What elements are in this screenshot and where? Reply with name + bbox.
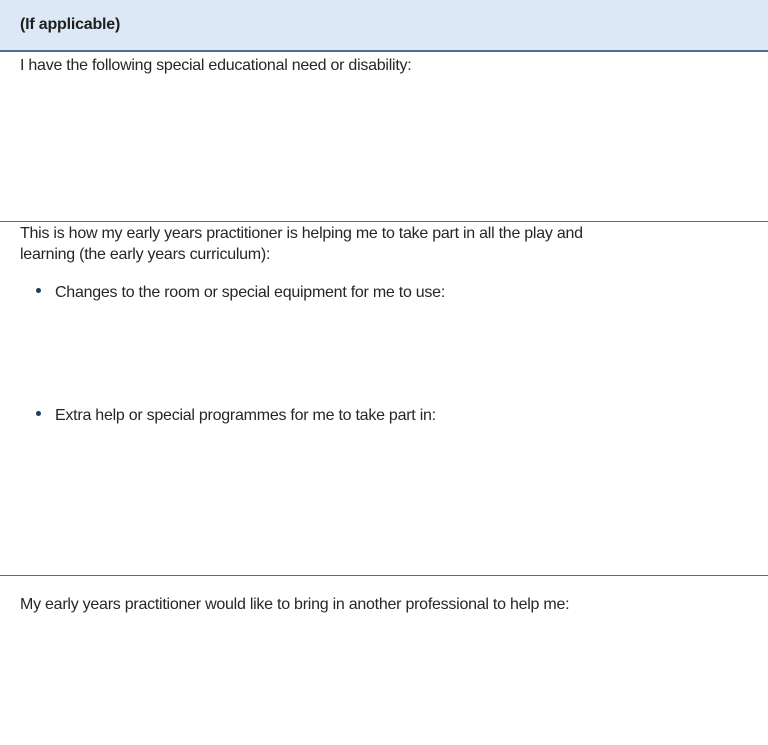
sen-disability-answer-area[interactable]	[0, 78, 768, 220]
bullet-icon	[36, 411, 41, 416]
room-changes-answer-area[interactable]	[0, 306, 768, 402]
section-divider	[0, 575, 768, 576]
other-professional-answer-area[interactable]	[0, 618, 768, 745]
section-header	[0, 0, 768, 52]
section-divider	[0, 221, 768, 222]
bullet-label: Extra help or special programmes for me to take part in:	[55, 407, 436, 424]
sen-disability-prompt: I have the following special educational need or disability:	[20, 57, 412, 74]
bullet-label: Changes to the room or special equipment for me to use:	[55, 284, 446, 301]
practitioner-help-prompt-line1: This is how my early years practitioner is helping me to take part in all the play and	[20, 225, 583, 242]
header-title: (If applicable)	[20, 16, 121, 33]
other-professional-prompt: My early years practitioner would like to bring in another professional to help me:	[20, 596, 570, 613]
bullet-icon	[36, 288, 41, 293]
extra-help-answer-area[interactable]	[0, 430, 768, 574]
practitioner-help-prompt-line2: learning (the early years curriculum):	[20, 246, 271, 263]
bullet-item-room-changes	[36, 282, 445, 303]
bullet-item-extra-help	[36, 405, 436, 426]
